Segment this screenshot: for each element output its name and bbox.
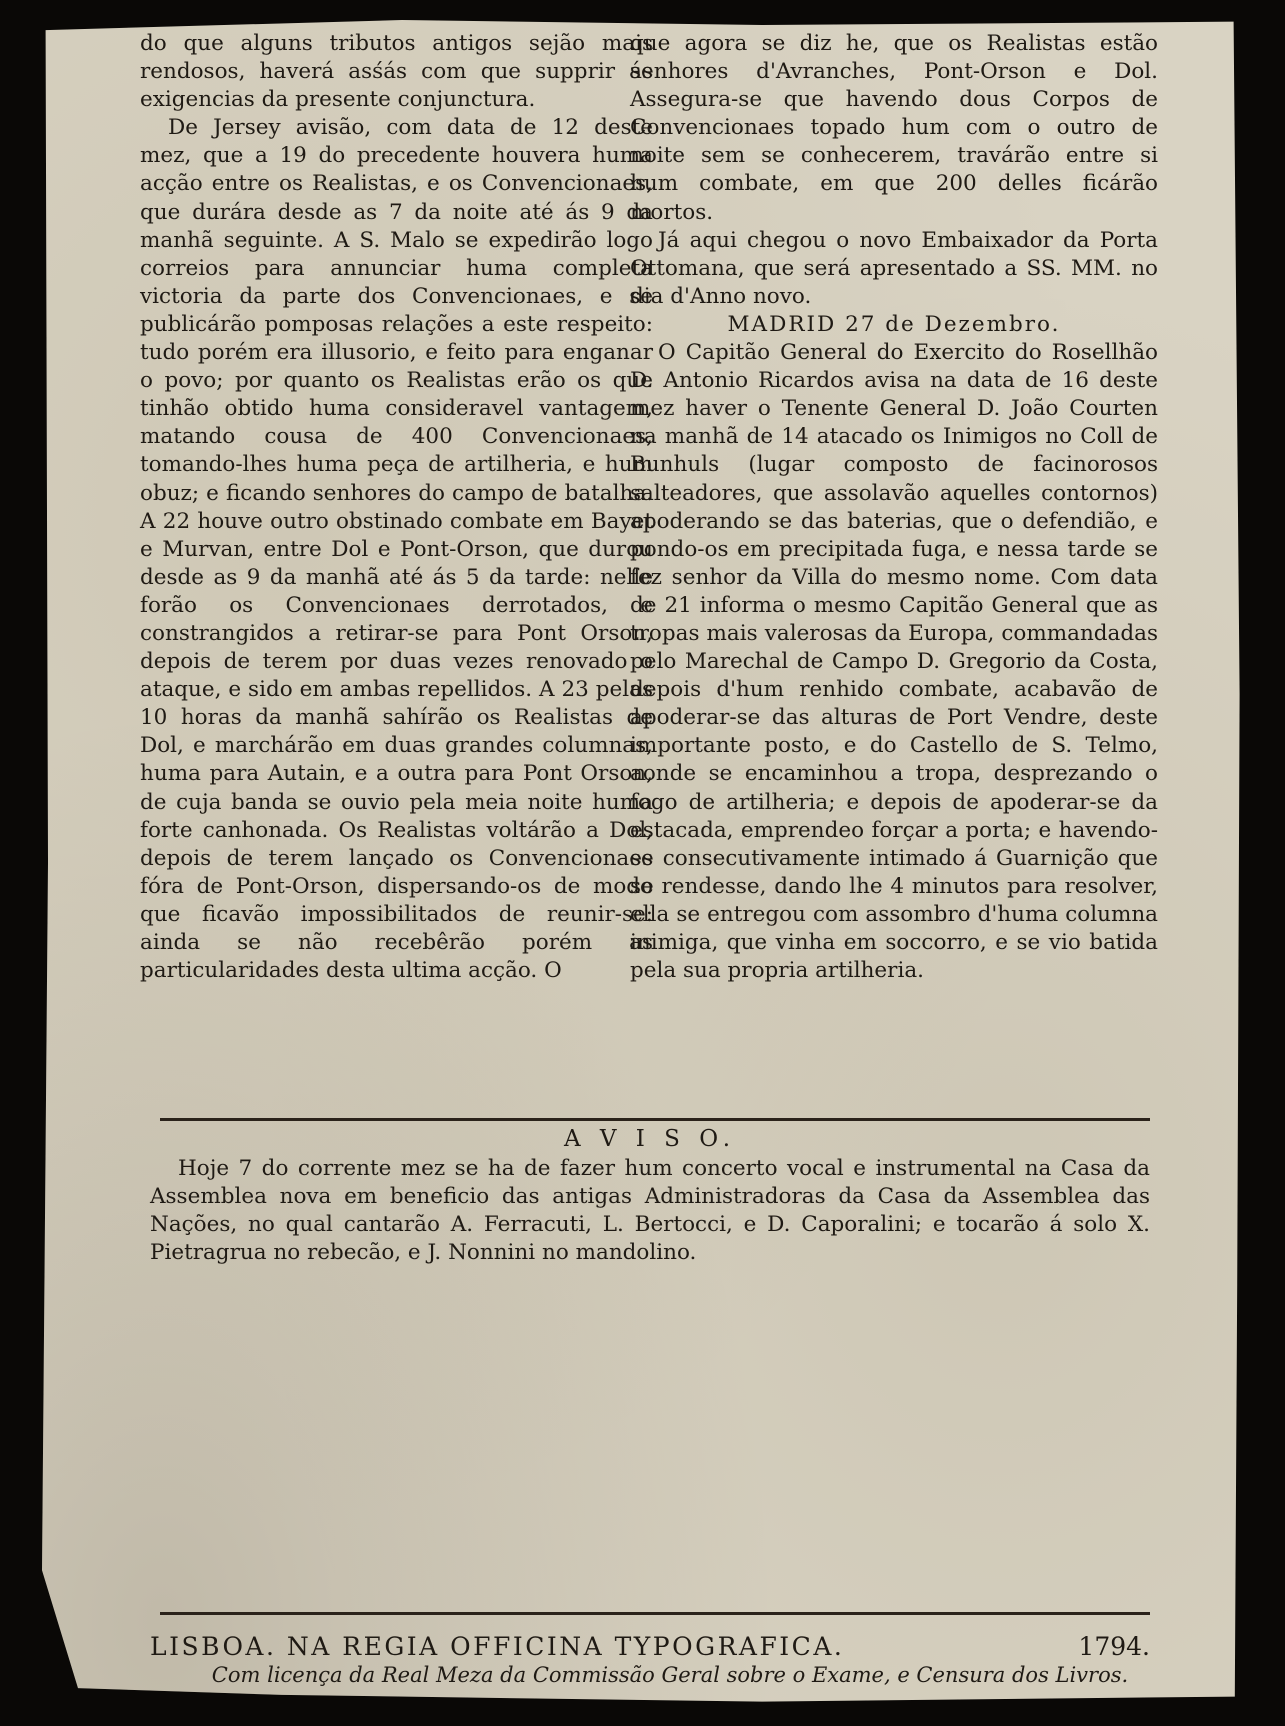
imprint-rule [160, 1612, 1150, 1615]
right-paragraph-1: que agora se diz he, que os Realistas estão senhores d'Avranches, Pont-Orson e Dol. Assegura-se que havendo dous Corpos de Convencionaes topado hum com o outro de noite sem se conhecerem, travárão entre si hum combate, em que 200 delles ficárão mortos. [630, 31, 1158, 225]
aviso-title: A V I S O. [563, 1126, 737, 1152]
right-paragraph-2: Já aqui chegou o novo Embaixador da Porta Ottomana, que será apresentado a SS. MM. no dia d'Anno novo. [630, 227, 1158, 309]
left-paragraph-1: do que alguns tributos antigos sejão mais rendosos, haverá asśás com que supprir ás exigencias da presente conjunctura. [140, 31, 653, 113]
section-rule [160, 1118, 1150, 1121]
imprint-licence: Com licença da Real Meza da Commissão Geral sobre o Exame, e Censura dos Livros. [211, 1663, 1129, 1687]
imprint-year: 1794. [1078, 1632, 1150, 1661]
column-left [140, 30, 653, 985]
left-paragraph-2: De Jersey avisão, com data de 12 deste mez, que a 19 do precedente houvera huma acção entre os Realistas, e os Convencionaes, que durára desde as 7 da noite até ás 9 da manhã seguinte. A S. Malo se expedirão logo correios para annunciar huma completa victoria da parte dos Convencionaes, e se publicárão pomposas relações a este respeito: tudo porém era illusorio, e feito para enganar o povo; por quanto os Realistas erão os que tinhão obtido huma consideravel vantagem, matando cousa de 400 Convencionaes, tomando-lhes huma peça de artilheria, e hum obuz; e ficando senhores do campo de batalha. A 22 houve outro obstinado combate em Bayet e Murvan, entre Dol e Pont-Orson, que durou desde as 9 da manhã até ás 5 da tarde: nelle forão os Convencionaes derrotados, e constrangidos a retirar-se para Pont Orson, depois de terem por duas vezes renovado o ataque, e sido em ambas repellidos. A 23 pelas 10 horas da manhã sahírão os Realistas de Dol, e marchárão em duas grandes columnas, huma para Autain, e a outra para Pont Orson, de cuja banda se ouvio pela meia noite huma forte canhonada. Os Realistas voltárão a Dol, depois de terem lançado os Convencionaes fóra de Pont-Orson, dispersando-os de modo que ficavão impossibilitados de reunir-se: ainda se não recebêrão porém as particularidades desta ultima acção. O [140, 115, 653, 984]
column-right [630, 30, 1158, 985]
dateline: MADRID 27 de Dezembro. [727, 311, 1061, 337]
right-paragraph-3: O Capitão General do Exercito do Rosellhão D. Antonio Ricardos avisa na data de 16 deste mez haver o Tenente General D. João Courten na manhã de 14 atacado os Inimigos no Coll de Bunhuls (lugar composto de facinorosos salteadores, que assolavão aquelles contornos) apoderando se das baterias, que o defendião, e pondo-os em precipitada fuga, e nessa tarde se fez senhor da Villa do mesmo nome. Com data de 21 informa o mesmo Capitão General que as tropas mais valerosas da Europa, commandadas pelo Marechal de Campo D. Gregorio da Costa, depois d'hum renhido combate, acabavão de apoderar-se das alturas de Port Vendre, deste importante posto, e do Castello de S. Telmo, aonde se encaminhou a tropa, desprezando o fogo de artilheria; e depois de apoderar-se da estacada, emprendeo forçar a porta; e havendo-se consecutivamente intimado á Guarnição que se rendesse, dando lhe 4 minutos para resolver, ella se entregou com assombro d'huma columna inimiga, que vinha em soccorro, e se vio batida pela sua propria artilheria. [630, 340, 1158, 984]
imprint [150, 1632, 1150, 1687]
imprint-publisher: LISBOA. NA REGIA OFFICINA TYPOGRAFICA. [150, 1632, 845, 1661]
aviso-notice [150, 1125, 1150, 1267]
aviso-text: Hoje 7 do corrente mez se ha de fazer hum concerto vocal e instrumental na Casa da Assemblea nova em beneficio das antigas Administradoras da Casa da Assemblea das Nações, no qual cantarão A. Ferracuti, L. Bertocci, e D. Caporalini; e tocarão á solo X. Pietragrua no rebecão, e J. Nonnini no mandolino. [150, 1156, 1150, 1265]
